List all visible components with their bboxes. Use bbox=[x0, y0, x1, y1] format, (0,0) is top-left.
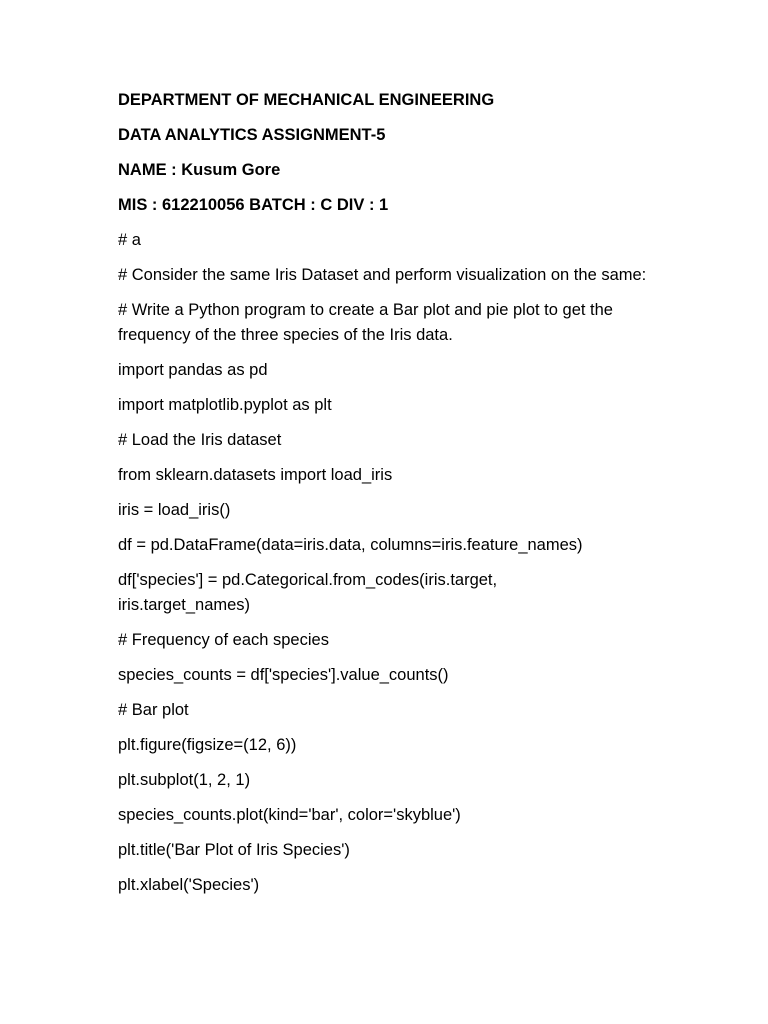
code-line: iris = load_iris() bbox=[118, 501, 231, 519]
code-line: species_counts.plot(kind='bar', color='skyblue') bbox=[118, 806, 461, 824]
code-line: import matplotlib.pyplot as plt bbox=[118, 396, 332, 414]
code-comment: # Load the Iris dataset bbox=[118, 431, 282, 449]
code-comment: # Bar plot bbox=[118, 701, 189, 719]
document-page bbox=[118, 88, 678, 908]
code-line: species_counts = df['species'].value_counts() bbox=[118, 666, 449, 684]
code-line: plt.xlabel('Species') bbox=[118, 876, 260, 894]
code-line: plt.subplot(1, 2, 1) bbox=[118, 771, 251, 789]
code-line: df['species'] = pd.Categorical.from_codes(iris.target, iris.target_names) bbox=[118, 571, 498, 614]
department-heading: DEPARTMENT OF MECHANICAL ENGINEERING bbox=[118, 91, 495, 109]
code-comment: # Frequency of each species bbox=[118, 631, 329, 649]
code-comment: # a bbox=[118, 231, 141, 249]
code-comment: # Write a Python program to create a Bar plot and pie plot to get the frequency of the three species of the Iris data. bbox=[118, 301, 613, 344]
code-line: plt.figure(figsize=(12, 6)) bbox=[118, 736, 297, 754]
code-line: plt.title('Bar Plot of Iris Species') bbox=[118, 841, 350, 859]
student-name: NAME : Kusum Gore bbox=[118, 161, 281, 179]
code-line: from sklearn.datasets import load_iris bbox=[118, 466, 393, 484]
student-details: MIS : 612210056 BATCH : C DIV : 1 bbox=[118, 196, 389, 214]
assignment-title: DATA ANALYTICS ASSIGNMENT-5 bbox=[118, 126, 386, 144]
code-comment: # Consider the same Iris Dataset and perform visualization on the same: bbox=[118, 266, 647, 284]
code-line: import pandas as pd bbox=[118, 361, 268, 379]
code-line: df = pd.DataFrame(data=iris.data, columns=iris.feature_names) bbox=[118, 536, 583, 554]
